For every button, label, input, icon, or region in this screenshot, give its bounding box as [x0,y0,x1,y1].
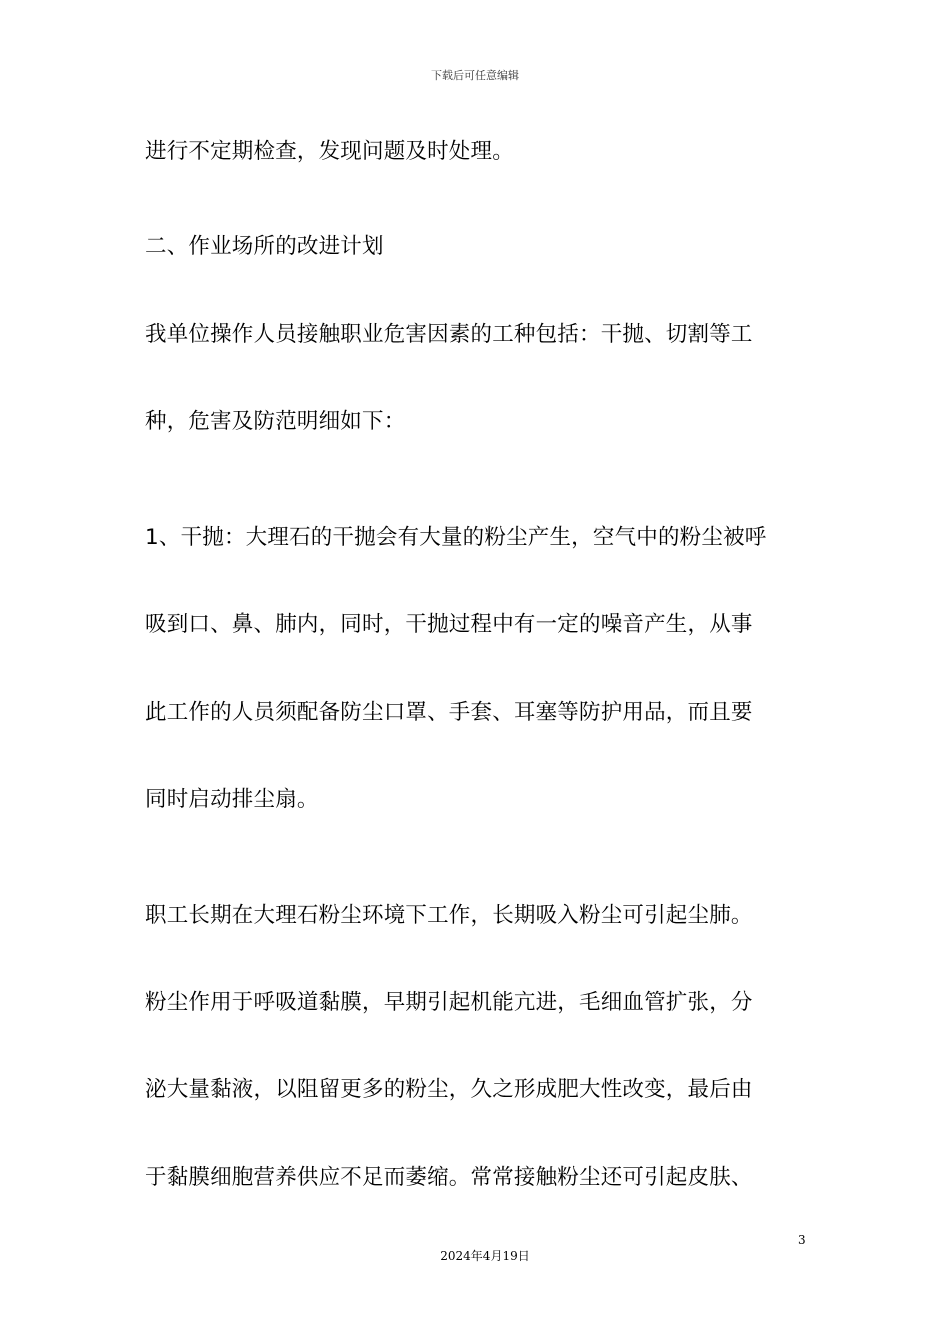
body-line: 同时启动排尘扇。 [145,787,319,812]
body-line: 粉尘作用于呼吸道黏膜，早期引起机能亢进，毛细血管扩张，分 [145,990,753,1015]
body-line: 进行不定期检查，发现问题及时处理。 [145,139,514,164]
body-line: 1、干抛：大理石的干抛会有大量的粉尘产生，空气中的粉尘被呼 [145,525,767,550]
section-heading: 二、作业场所的改进计划 [145,234,384,259]
page-number: 3 [798,1233,806,1247]
body-line: 泌大量黏液，以阻留更多的粉尘，久之形成肥大性改变，最后由 [145,1077,753,1102]
body-line: 于黏膜细胞营养供应不足而萎缩。常常接触粉尘还可引起皮肤、 [145,1165,753,1190]
body-line: 此工作的人员须配备防尘口罩、手套、耳塞等防护用品，而且要 [145,700,753,725]
header-note: 下载后可任意编辑 [431,69,519,82]
document-body [145,128,815,1192]
body-line: 职工长期在大理石粉尘环境下工作，长期吸入粉尘可引起尘肺。 [145,903,753,928]
body-line: 种，危害及防范明细如下： [145,409,406,434]
body-line: 我单位操作人员接触职业危害因素的工种包括：干抛、切割等工 [145,322,753,347]
footer-date: 2024年4月19日 [440,1249,530,1263]
body-line: 吸到口、鼻、肺内，同时，干抛过程中有一定的噪音产生，从事 [145,612,753,637]
